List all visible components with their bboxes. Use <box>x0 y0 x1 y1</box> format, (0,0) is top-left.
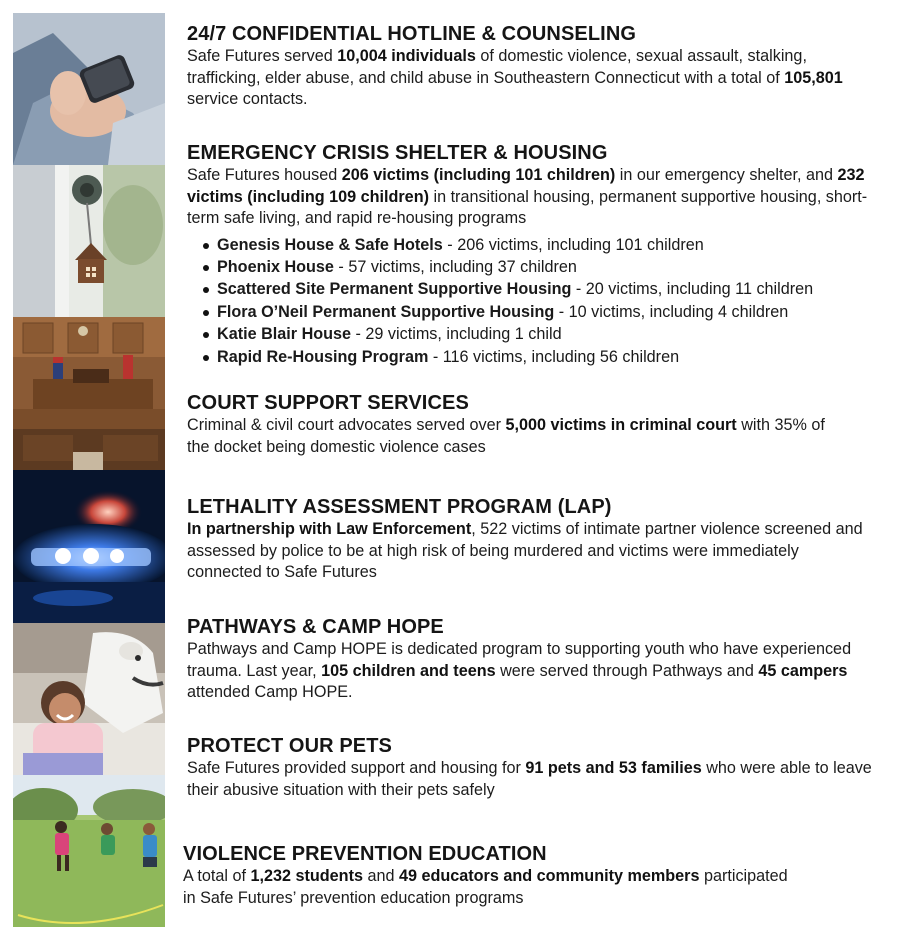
section-body: A total of 1,232 students and 49 educators and community members participated in Safe Futures’ prevention education programs <box>183 867 788 907</box>
section-heading: LETHALITY ASSESSMENT PROGRAM (LAP) <box>187 496 612 518</box>
section-heading: VIOLENCE PREVENTION EDUCATION <box>183 843 547 865</box>
list-item: Flora O’Neil Permanent Supportive Housing - 10 victims, including 4 children <box>217 301 892 323</box>
list-item: Genesis House & Safe Hotels - 206 victims, including 101 children <box>217 234 892 256</box>
section-court <box>187 391 892 458</box>
child-with-dog-photo <box>13 623 165 775</box>
list-item: Rapid Re-Housing Program - 116 victims, including 56 children <box>217 346 892 368</box>
section-pets <box>187 734 892 801</box>
list-item: Phoenix House - 57 victims, including 37 children <box>217 256 892 278</box>
housing-program-list <box>187 234 892 368</box>
section-body: Criminal & civil court advocates served over 5,000 victims in criminal court with 35% of the docket being domestic violence cases <box>187 416 825 456</box>
section-heading: EMERGENCY CRISIS SHELTER & HOUSING <box>187 142 608 164</box>
section-heading: 24/7 CONFIDENTIAL HOTLINE & COUNSELING <box>187 23 637 45</box>
section-body: Safe Futures provided support and housing for 91 pets and 53 families who were able to leave their abusive situation with their pets safely <box>187 759 872 799</box>
list-item: Katie Blair House - 29 victims, including 1 child <box>217 323 892 345</box>
section-heading: PROTECT OUR PETS <box>187 735 392 757</box>
hand-holding-phone-photo <box>13 13 165 165</box>
police-lights-photo <box>13 470 165 623</box>
section-lap <box>187 495 892 584</box>
list-item: Scattered Site Permanent Supportive Housing - 20 victims, including 11 children <box>217 278 892 300</box>
section-prevention <box>183 842 892 909</box>
key-with-house-keychain-photo <box>13 165 165 317</box>
section-hotline <box>187 22 892 111</box>
section-heading: COURT SUPPORT SERVICES <box>187 392 469 414</box>
section-body: Safe Futures housed 206 victims (including 101 children) in our emergency shelter, and 232 victims (including 109 children) in transitional housing, permanent supportive housing, short-term safe living, and rapid re-housing programs <box>187 166 868 227</box>
section-shelter <box>187 141 892 368</box>
section-body: In partnership with Law Enforcement, 522 victims of intimate partner violence screened and assessed by police to be at high risk of being murdered and victims were immediately connected to Safe Futures <box>187 520 863 581</box>
children-jumping-rope-photo <box>13 775 165 927</box>
section-pathways <box>187 615 892 704</box>
courtroom-photo <box>13 317 165 470</box>
section-heading: PATHWAYS & CAMP HOPE <box>187 616 444 638</box>
section-body: Pathways and Camp HOPE is dedicated program to supporting youth who have experienced trauma. Last year, 105 children and teens were served through Pathways and 45 campers attended Camp HOPE. <box>187 640 852 701</box>
section-body: Safe Futures served 10,004 individuals of domestic violence, sexual assault, stalking, trafficking, elder abuse, and child abuse in Southeastern Connecticut with a total of 105,801 service contacts. <box>187 47 843 108</box>
